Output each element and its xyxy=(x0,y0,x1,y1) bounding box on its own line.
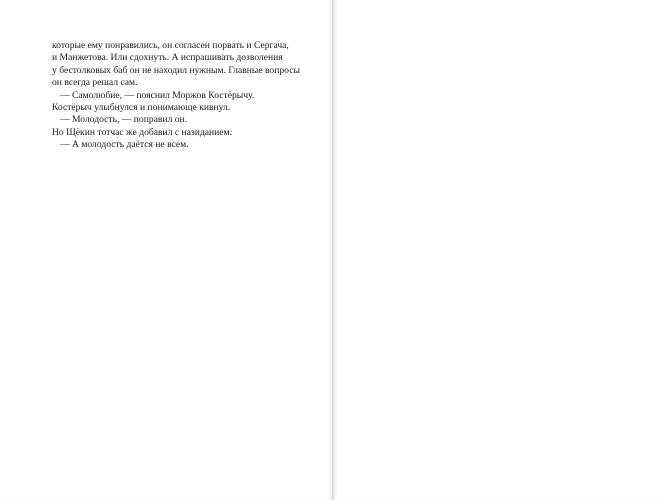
left-page-text xyxy=(52,40,300,152)
text-line: и Манжетова. Или сдохнуть. А испрашивать дозволения xyxy=(52,52,283,64)
text-line: у бестолковых баб он не находил нужным. Главные вопросы xyxy=(52,64,300,76)
right-page xyxy=(333,0,666,500)
text-line: он всегда решал сам. xyxy=(52,77,138,89)
text-line: Но Щёкин тотчас же добавил с назиданием: xyxy=(52,126,233,138)
text-line: которые ему понравились, он согласен порвать и Сергача, xyxy=(52,40,289,51)
text-line: — Молодость, — поправил он. xyxy=(60,114,188,126)
text-line: — Самолюбие, — пояснил Моржов Костёрычу. xyxy=(60,89,255,101)
text-line: Костёрыч улыбнулся и понимающе кивнул. xyxy=(52,102,231,114)
text-line: — А молодость даётся не всем. xyxy=(60,139,189,151)
